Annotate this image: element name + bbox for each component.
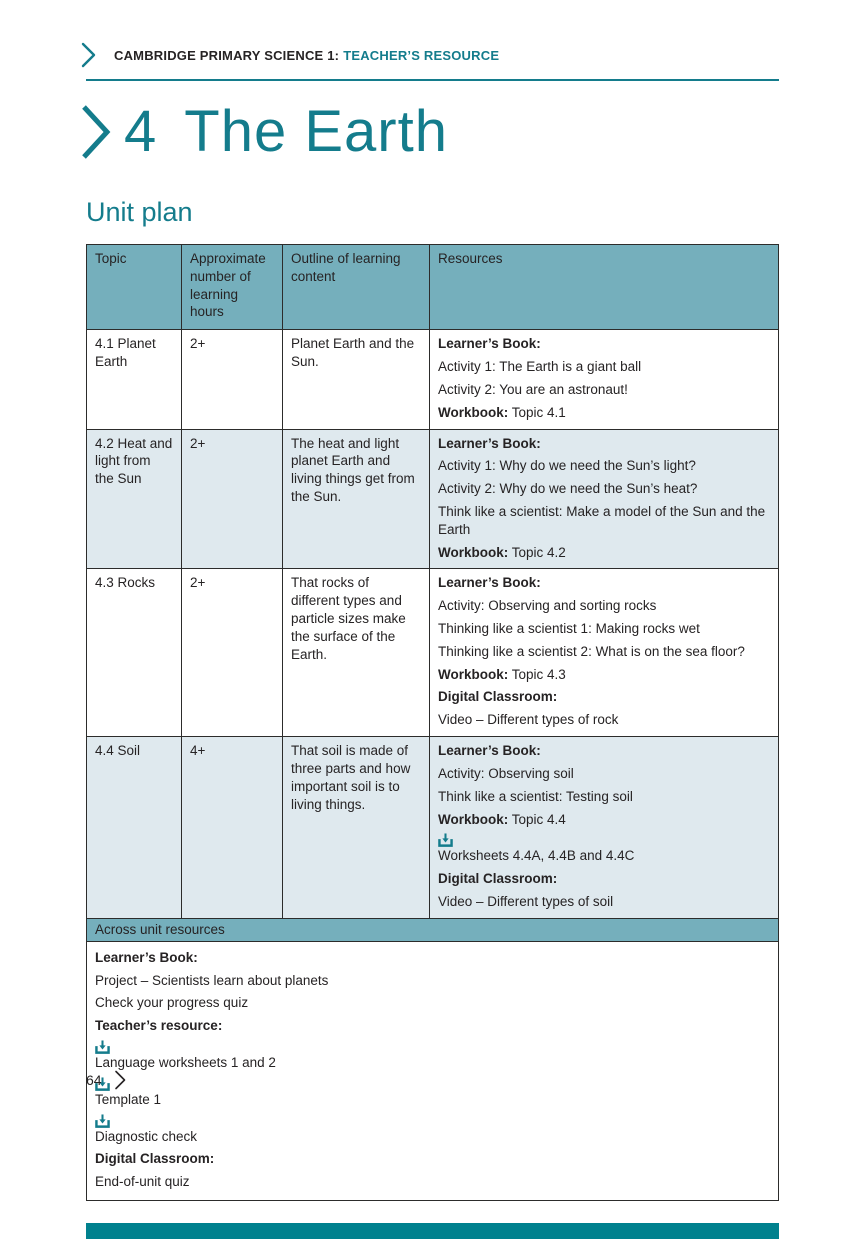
topic-cell: 4.2 Heat and light from the Sun <box>87 429 182 569</box>
resource-text: Template 1 <box>95 1091 162 1107</box>
table-row <box>87 429 779 569</box>
resource-label-bold: Digital Classroom: <box>438 689 558 705</box>
unit-name: The Earth <box>184 99 448 164</box>
resource-line <box>438 404 770 422</box>
resource-line <box>438 666 770 684</box>
chevron-right-icon <box>78 101 114 163</box>
resource-line <box>438 620 770 638</box>
resource-text: Video – Different types of soil <box>438 893 614 909</box>
topic-cell: 4.4 Soil <box>87 737 182 919</box>
resource-text: End-of-unit quiz <box>95 1174 190 1190</box>
resource-line <box>438 893 770 911</box>
resource-label-bold: Learner’s Book: <box>438 743 541 759</box>
unit-number: 4 <box>124 99 157 164</box>
resource-text: Language worksheets 1 and 2 <box>95 1055 276 1070</box>
column-header: Topic <box>87 245 182 330</box>
download-icon <box>438 833 453 847</box>
chevron-right-icon <box>114 1070 127 1090</box>
resource-text: Activity 1: Why do we need the Sun’s light? <box>438 458 696 474</box>
resource-line <box>438 643 770 661</box>
resource-line <box>438 711 770 729</box>
resource-line <box>95 1077 770 1109</box>
resource-text: Activity: Observing soil <box>438 765 574 781</box>
resource-line <box>95 1173 770 1191</box>
running-header-text <box>114 48 499 63</box>
column-header: Resources <box>430 245 779 330</box>
header-rule <box>86 79 779 81</box>
outline-cell: The heat and light planet Earth and living things get from the Sun. <box>283 429 430 569</box>
resource-text: Topic 4.3 <box>508 666 566 682</box>
chevron-right-icon <box>80 42 98 68</box>
resource-label-bold: Digital Classroom: <box>438 871 558 887</box>
table-row <box>87 330 779 429</box>
hours-cell: 2+ <box>182 569 283 737</box>
resource-line <box>438 503 770 539</box>
resource-text: Thinking like a scientist 2: What is on the sea floor? <box>438 643 745 659</box>
unit-title <box>78 101 851 163</box>
page-footer <box>86 1070 127 1090</box>
resource-label-bold: Teacher’s resource: <box>95 1018 223 1034</box>
resource-line <box>95 949 770 967</box>
resource-text: Thinking like a scientist 1: Making rocks wet <box>438 621 700 636</box>
resources-cell <box>430 429 779 569</box>
hours-cell: 4+ <box>182 737 283 919</box>
document-page <box>0 42 851 1239</box>
resource-line <box>438 381 770 399</box>
resource-text: Check your progress quiz <box>95 995 249 1011</box>
resource-text: Topic 4.2 <box>508 544 566 560</box>
across-unit-resources-heading: Across unit resources <box>86 919 779 942</box>
resource-line <box>438 480 770 498</box>
series-title: CAMBRIDGE PRIMARY SCIENCE 1: <box>114 47 340 63</box>
resource-line <box>95 1114 770 1146</box>
resource-subtitle: TEACHER’S RESOURCE <box>343 47 500 63</box>
resource-line <box>438 870 770 888</box>
resource-text: Think like a scientist: Make a model of the Sun and the Earth <box>438 503 766 537</box>
resource-text: Think like a scientist: Testing soil <box>438 788 633 804</box>
topic-cell: 4.3 Rocks <box>87 569 182 737</box>
resource-label-bold: Workbook: <box>438 666 509 682</box>
resource-line <box>438 597 770 615</box>
resource-line <box>438 688 770 706</box>
column-header: Outline of learning content <box>283 245 430 330</box>
resource-line <box>95 994 770 1012</box>
resource-label-bold: Workbook: <box>438 811 509 827</box>
resource-text: Video – Different types of rock <box>438 712 619 728</box>
resource-label-bold: Learner’s Book: <box>438 435 541 451</box>
section-heading: Unit plan <box>86 197 193 227</box>
unit-plan-table <box>86 244 779 919</box>
bottom-accent-bar <box>86 1223 779 1239</box>
resource-text: Activity: Observing and sorting rocks <box>438 598 657 614</box>
hours-cell: 2+ <box>182 429 283 569</box>
download-icon <box>95 1040 110 1054</box>
resource-text: Topic 4.4 <box>508 811 566 827</box>
resource-text: Activity 2: Why do we need the Sun’s heat? <box>438 481 698 497</box>
resource-text: Worksheets 4.4A, 4.4B and 4.4C <box>438 848 635 864</box>
resource-text: Topic 4.1 <box>508 404 566 420</box>
resource-line <box>438 742 770 760</box>
outline-cell: That rocks of different types and particle sizes make the surface of the Earth. <box>283 569 430 737</box>
hours-cell: 2+ <box>182 330 283 429</box>
outline-cell: That soil is made of three parts and how important soil is to living things. <box>283 737 430 919</box>
resource-line <box>438 811 770 829</box>
resource-text: Activity 1: The Earth is a giant ball <box>438 359 642 375</box>
across-unit-resources-panel <box>86 942 779 1201</box>
resource-line <box>438 335 770 353</box>
topic-cell: 4.1 Planet Earth <box>87 330 182 429</box>
resource-line <box>95 972 770 990</box>
column-header: Approximate number of learning hours <box>182 245 283 330</box>
resource-line <box>438 765 770 783</box>
resource-line <box>438 544 770 562</box>
resource-text: Project – Scientists learn about planets <box>95 972 329 988</box>
resource-line <box>95 1017 770 1035</box>
resource-line <box>438 574 770 592</box>
resource-text: Diagnostic check <box>95 1128 198 1144</box>
running-header <box>80 42 851 68</box>
resources-cell <box>430 737 779 919</box>
resource-text: Activity 2: You are an astronaut! <box>438 381 628 397</box>
resource-line <box>95 1150 770 1168</box>
resource-label-bold: Digital Classroom: <box>95 1151 215 1167</box>
resource-label-bold: Learner’s Book: <box>438 336 541 352</box>
resource-label-bold: Learner’s Book: <box>95 949 198 965</box>
resource-label-bold: Workbook: <box>438 544 509 560</box>
resource-line <box>438 788 770 806</box>
page-number: 64 <box>86 1072 102 1088</box>
resource-line <box>438 457 770 475</box>
resource-line <box>438 358 770 376</box>
resource-line <box>438 833 770 865</box>
resource-label-bold: Learner’s Book: <box>438 575 541 591</box>
table-row <box>87 569 779 737</box>
table-header-row <box>87 245 779 330</box>
resource-line <box>438 435 770 453</box>
table-row <box>87 737 779 919</box>
resources-cell <box>430 569 779 737</box>
resource-line <box>95 1040 770 1072</box>
download-icon <box>95 1114 110 1128</box>
resource-label-bold: Workbook: <box>438 404 509 420</box>
resources-cell <box>430 330 779 429</box>
outline-cell: Planet Earth and the Sun. <box>283 330 430 429</box>
